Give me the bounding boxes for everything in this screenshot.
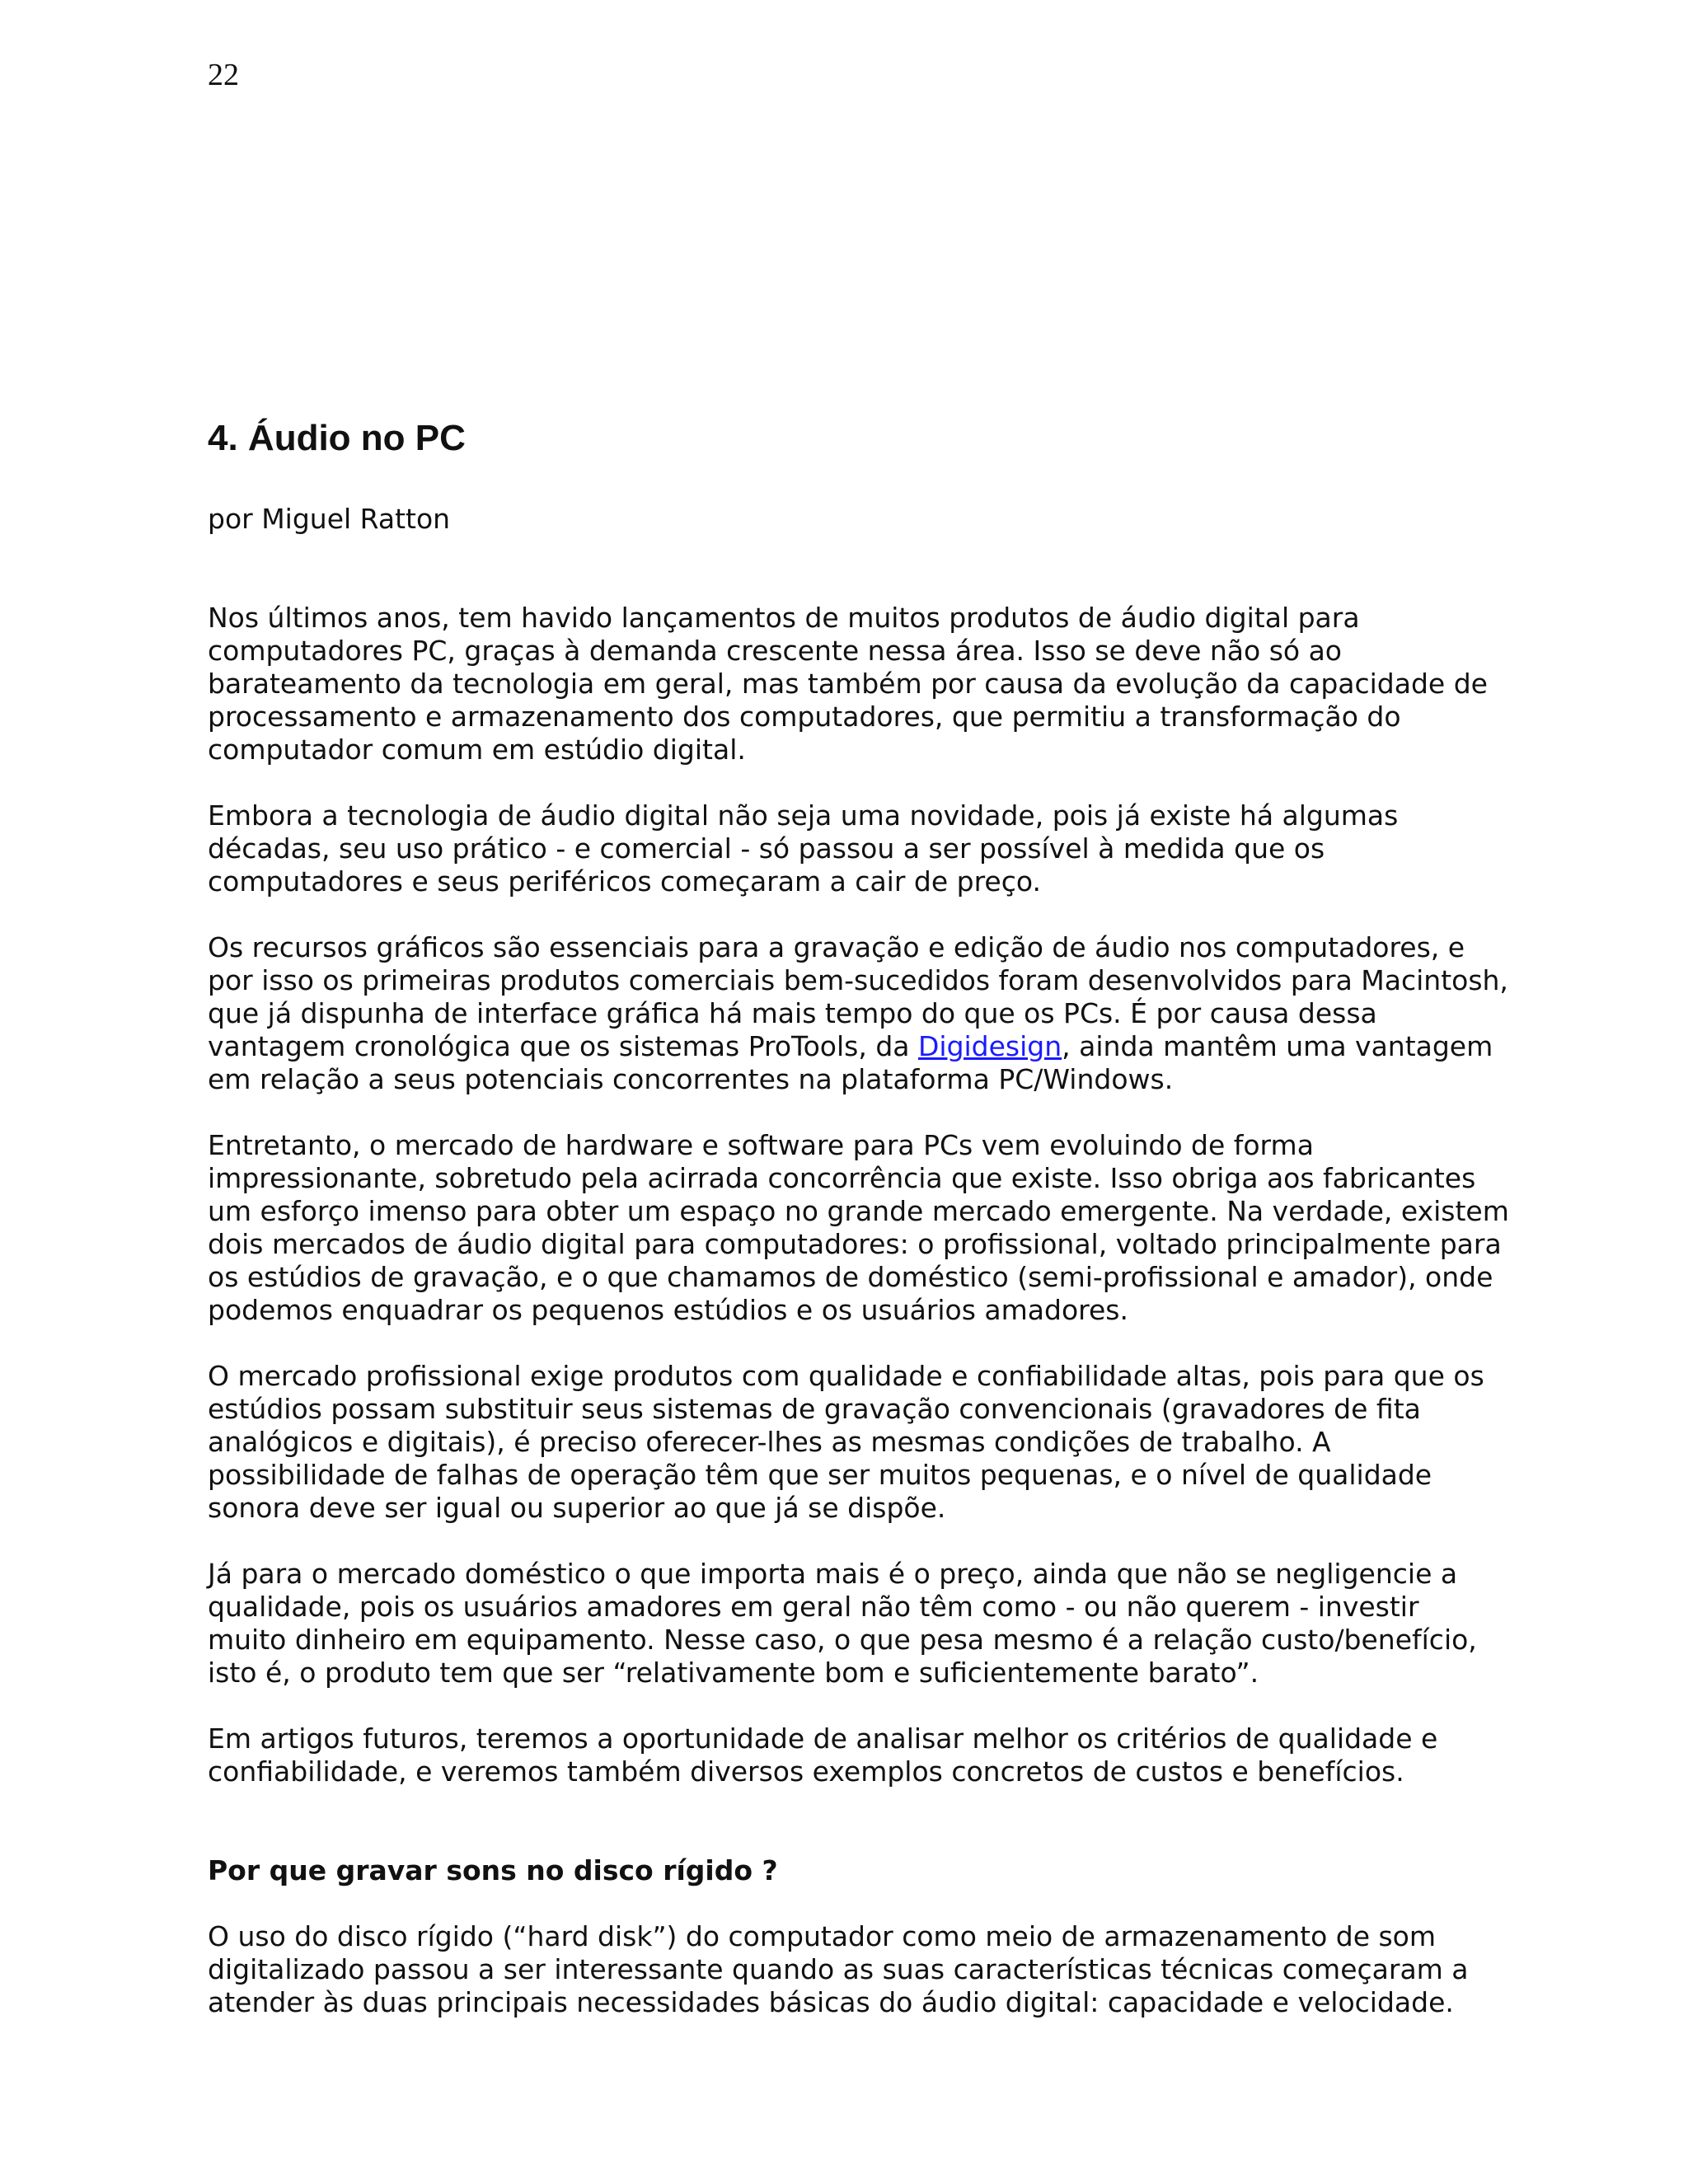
paragraph-intro: Nos últimos anos, tem havido lançamentos de muitos produtos de áudio digital para computadores PC, graças à demanda crescente nessa área. Isso se deve não só ao barateamento da tecnologia em geral, mas também por causa da evolução da capacidade de processamento e armazenamento dos computadores, que permitiu a transformação do computador comum em estúdio digital. — [208, 602, 1488, 766]
paragraph-hard-disk: O uso do disco rígido (“hard disk”) do computador como meio de armazenamento de som digitalizado passou a ser interessante quando as suas características técnicas começaram a atender às duas principais necessidades básicas do áudio digital: capacidade e velocidade. — [208, 1920, 1469, 2018]
page-number: 22 — [208, 58, 239, 92]
author-byline: por Miguel Ratton — [208, 503, 451, 535]
paragraph-domestic: Já para o mercado doméstico o que importa mais é o preço, ainda que não se negligencie a qualidade, pois os usuários amadores em geral não têm como - ou não querem - investir muito dinheiro em equipamento. Nesse caso, o que pesa mesmo é a relação custo/benefício, isto é, o produto tem que ser “relativamente bom e suficientemente barato”. — [208, 1558, 1477, 1689]
paragraph-future: Em artigos futuros, teremos a oportunidade de analisar melhor os critérios de qualidade e confiabilidade, e veremos também diversos exemplos concretos de custos e benefícios. — [208, 1722, 1438, 1788]
chapter-title: 4. Áudio no PC — [208, 418, 466, 458]
article-body — [208, 503, 1559, 2052]
paragraph-history: Embora a tecnologia de áudio digital não seja uma novidade, pois já existe há algumas décadas, seu uso prático - e comercial - só passou a ser possível à medida que os computadores e seus periféricos começaram a cair de preço. — [208, 799, 1399, 898]
paragraph-professional: O mercado profissional exige produtos com qualidade e confiabilidade altas, pois para que os estúdios possam substituir seus sistemas de gravação convencionais (gravadores de fita analógicos e digitais), é preciso oferecer-lhes as mesmas condições de trabalho. A possibilidade de falhas de operação têm que ser muitos pequenas, e o nível de qualidade sonora deve ser igual ou superior ao que já se dispõe. — [208, 1360, 1484, 1524]
section-heading: Por que gravar sons no disco rígido ? — [208, 1854, 778, 1886]
digidesign-link[interactable]: Digidesign — [917, 1030, 1062, 1062]
paragraph-market: Entretanto, o mercado de hardware e software para PCs vem evoluindo de forma impressionante, sobretudo pela acirrada concorrência que existe. Isso obriga aos fabricantes um esforço imenso para obter um espaço no grande mercado emergente. Na verdade, existem dois mercados de áudio digital para computadores: o profissional, voltado principalmente para os estúdios de gravação, e o que chamamos de doméstico (semi-profissional e amador), onde podemos enquadrar os pequenos estúdios e os usuários amadores. — [208, 1129, 1509, 1326]
paragraph-graphics-text-after: , ainda mantêm uma vantagem em relação a seus potenciais concorrentes na plataforma PC/Windows. — [208, 1030, 1493, 1095]
paragraph-graphics — [208, 931, 1559, 1096]
paragraph-graphics-text-before: Os recursos gráficos são essenciais para a gravação e edição de áudio nos computadores, e por isso os primeiras produtos comerciais bem-sucedidos foram desenvolvidos para Macintosh, que já dispunha de interface gráfica há mais tempo do que os PCs. É por causa dessa vantagem cronológica que os sistemas ProTools, da — [208, 931, 1508, 1062]
